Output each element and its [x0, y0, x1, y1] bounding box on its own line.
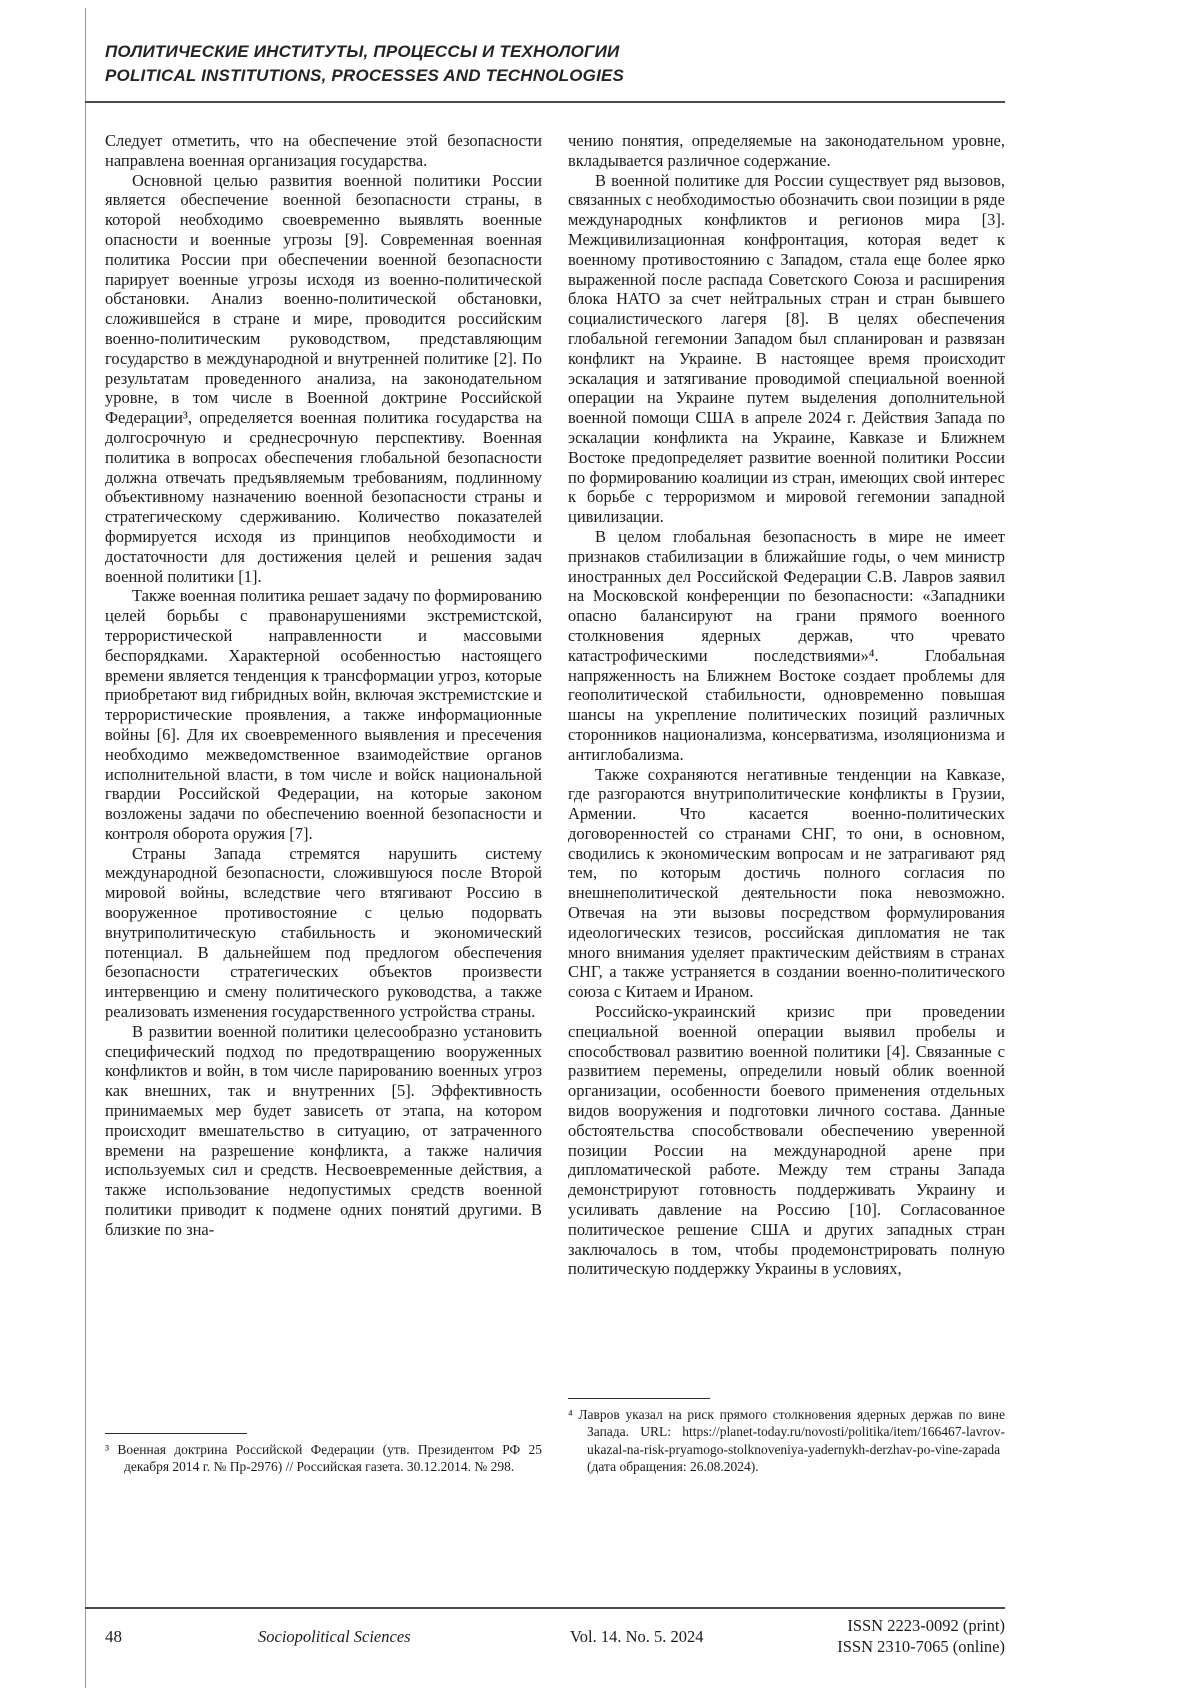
footnote-text: ⁴ Лавров указал на риск прямого столкновения ядерных держав по вине Запада. URL: https://planet-today.ru/novosti/politika/item/166467-lavrov-ukazal-na-risk-pryamogo-stolknoveniya-yadernykh-derzhav-po-vine-zapada (дата обращения: 26.08.2024). — [568, 1406, 1005, 1475]
issn-block — [837, 1616, 1005, 1657]
column-right-text — [568, 131, 1005, 1279]
paragraph: В развитии военной политики целесообразно установить специфический подход по предотвращению вооруженных конфликтов и войн, в том числе парированию военных угроз как внешних, так и внутренних [5]. Эффективность принимаемых мер будет зависеть от этапа, на котором происходит вмешательство в ситуацию, от затраченного времени на разрешение конфликта, а также наличия используемых сил и средств. Несвоевременные действия, а также использование недопустимых средств военной политики приводит к подмене одних понятий другими. В близкие по зна- — [105, 1021, 542, 1239]
footnote-separator-rule — [105, 1433, 247, 1434]
journal-title: Sociopolitical Sciences — [258, 1626, 411, 1646]
paragraph: Российско-украинский кризис при проведении специальной военной операции выявил пробелы и способствовал развитию военной политики [4]. Связанные с развитием перемены, определили новый облик военной организации, особенности боевого применения отдельных видов вооружения и подготовки личного состава. Данные обстоятельства способствовали обеспечению уверенной позиции России на международной арене при дипломатической работе. Между тем страны Запада демонстрируют готовность поддерживать Украину и усиливать давление на Россию [10]. Согласованное политическое решение США и других западных стран заключалось в том, чтобы продемонстрировать полную политическую поддержку Украины в условиях, — [568, 1002, 1005, 1279]
paragraph: В военной политике для России существует ряд вызовов, связанных с необходимостью обозначить свои позиции в ряде международных конфликтов и регионов мира [3]. Межцивилизационная конфронтация, которая ведет к военному противостоянию с Западом, стала еще более ярко выраженной после распада Советского Союза и расширения блока НАТО за счет нейтральных стран и стран бывшего социалистического лагеря [8]. В целях обеспечения глобальной гегемонии Западом был спланирован и развязан конфликт на Украине. В настоящее время происходит эскалация и затягивание проводимой специальной военной операции на Украине путем выделения дополнительной военной помощи США в апреле 2024 г. Действия Запада по эскалации конфликта на Украине, Кавказе и Ближнем Востоке предопределяет развитие военной политики России по формированию коалиции из стран, имеющих свой интерес к борьбе с терроризмом и мировой гегемонии западной цивилизации. — [568, 170, 1005, 527]
footnote-text: ³ Военная доктрина Российской Федерации (утв. Президентом РФ 25 декабря 2014 г. № Пр-2976) // Российская газета. 30.12.2014. № 298. — [105, 1441, 542, 1475]
volume-issue: Vol. 14. No. 5. 2024 — [570, 1626, 704, 1646]
paragraph: В целом глобальная безопасность в мире не имеет признаков стабилизации в ближайшие годы, о чем министр иностранных дел Российской Федерации С.В. Лавров заявил на Московской конференции по безопасности: «Западники опасно балансируют на грани прямого военного столкновения ядерных держав, что чревато катастрофическими последствиями»⁴. Глобальная напряженность на Ближнем Востоке создает проблемы для геополитической стабильности, одновременно повышая шансы на укрепление политических позиций различных сторонников национализма, консерватизма, изоляционизма и антиглобализма. — [568, 526, 1005, 764]
page-number: 48 — [105, 1626, 122, 1646]
issn-online: ISSN 2310-7065 (online) — [837, 1636, 1005, 1656]
footer-rule — [85, 1607, 1005, 1609]
paragraph: Также сохраняются негативные тенденции на Кавказе, где разгораются внутриполитические конфликты в Грузии, Армении. Что касается военно-политических договоренностей со странами СНГ, то они, в основном, сводились к экономическим вопросам и не затрагивают ряд тем, по которым достичь полного согласия по внешнеполитической деятельности пока невозможно. Отвечая на эти вызовы посредством формулирования идеологических тезисов, российская дипломатия не так много внимания уделяет практическим действиям в странах СНГ, а также устраняется в создании военно-политического союза с Китаем и Ираном. — [568, 764, 1005, 1002]
paragraph: Страны Запада стремятся нарушить систему международной безопасности, сложившуюся после Второй мировой войны, вследствие чего втягивают Россию в вооруженное противостояние с целью подорвать внутриполитическую стабильность и экономический потенциал. В дальнейшем под предлогом обеспечения безопасности стратегических объектов произвести интервенцию и смену политического руководства, а также реализовать изменения государственного устройства страны. — [105, 843, 542, 1022]
column-right — [568, 131, 1005, 1476]
paragraph: Также военная политика решает задачу по формированию целей борьбы с правонарушениями экстремистской, террористической направленности и массовыми беспорядками. Характерной особенностью настоящего времени является тенденция к трансформации угроз, которые приобретают вид гибридных войн, включая экстремистские и террористические проявления, а также информационные войны [6]. Для их своевременного выявления и пресечения необходимо межведомственное взаимодействие органов исполнительной власти, в том числе и войск национальной гвардии Российской Федерации, на которые законом возложены задачи по обеспечению военной безопасности и контроля оборота оружия [7]. — [105, 586, 542, 843]
footnote-3 — [105, 1433, 542, 1476]
paragraph: чению понятия, определяемые на законодательном уровне, вкладывается различное содержание. — [568, 131, 1005, 170]
footnote-4 — [568, 1398, 1005, 1476]
column-left-text — [105, 131, 542, 1240]
header-rule — [85, 101, 1005, 103]
running-head — [105, 40, 1005, 88]
paragraph: Основной целью развития военной политики России является обеспечение военной безопасности страны, в которой необходимо своевременно выявлять военные опасности и военные угрозы [9]. Современная военная политика России при обеспечении военной безопасности парирует военные угрозы исходя из военно-политической обстановки. Анализ военно-политической обстановки, сложившейся в стране и мире, проводится российским военно-политическим руководством, представляющим государство в международной и внутренней политике [2]. По результатам проведенного анализа, на законодательном уровне, в том числе в Военной доктрине Российской Федерации³, определяется военная политика государства на долгосрочную и среднесрочную перспективу. Военная политика в вопросах обеспечения глобальной безопасности должна отвечать предъявляемым требованиям, подлинному объективному назначению военной безопасности страны и стратегическому сдерживанию. Количество показателей формируется исходя из принципов необходимости и достаточности для достижения целей и решения задач военной политики [1]. — [105, 170, 542, 586]
column-left — [105, 131, 542, 1476]
section-title-english: POLITICAL INSTITUTIONS, PROCESSES AND TECHNOLOGIES — [105, 66, 625, 85]
section-title-russian: ПОЛИТИЧЕСКИЕ ИНСТИТУТЫ, ПРОЦЕССЫ И ТЕХНОЛОГИИ — [105, 42, 620, 61]
article-body — [105, 131, 1005, 1476]
paragraph: Следует отметить, что на обеспечение этой безопасности направлена военная организация государства. — [105, 131, 542, 170]
left-margin-rule — [85, 8, 86, 1688]
footnote-separator-rule — [568, 1398, 710, 1399]
issn-print: ISSN 2223-0092 (print) — [847, 1616, 1005, 1635]
page-footer — [105, 1616, 1005, 1657]
